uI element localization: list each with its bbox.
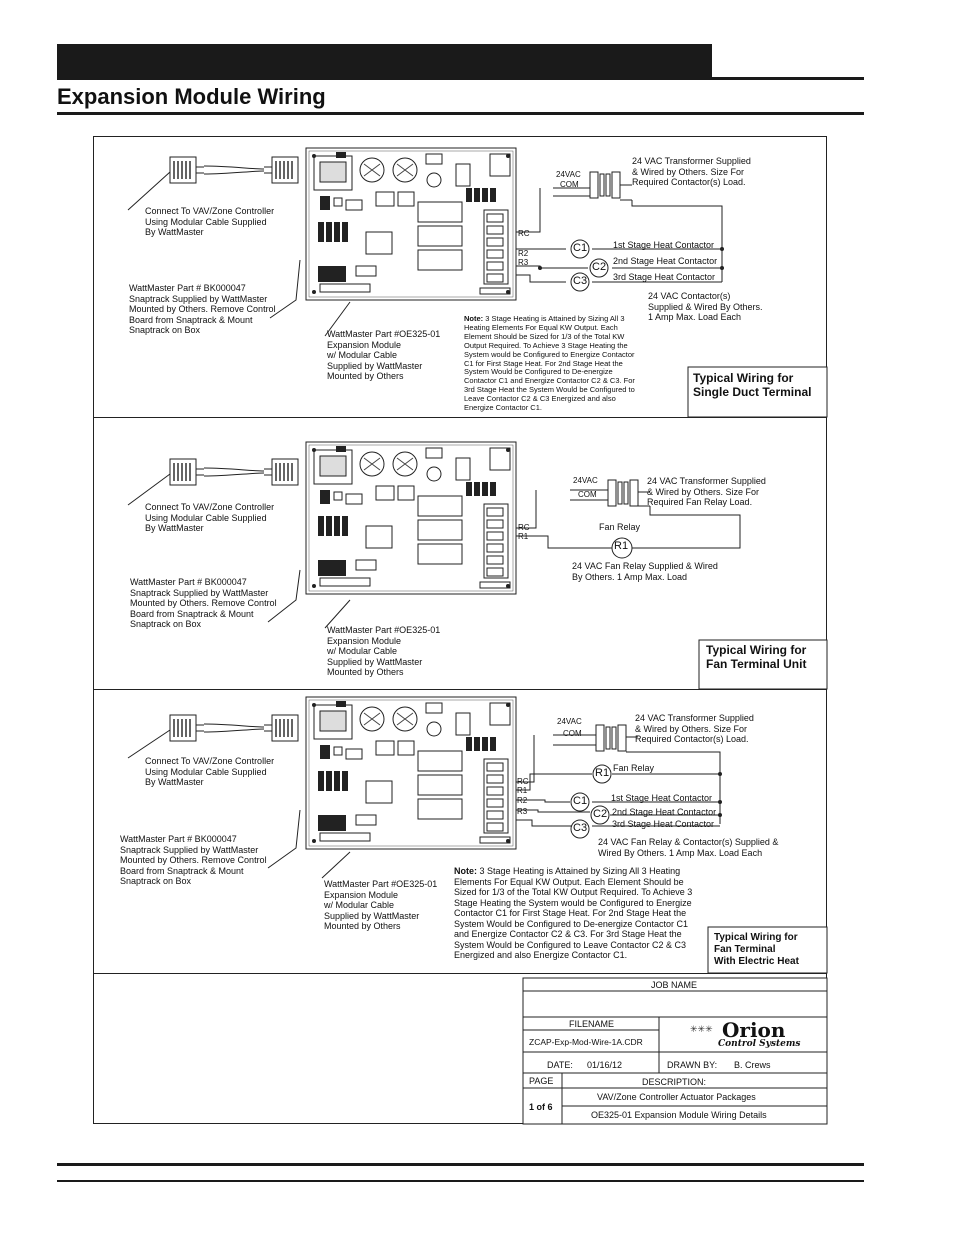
module-label: WattMaster Part #OE325-01 Expansion Module w/ Modular Cable Supplied by WattMaster Mounted by Others (327, 329, 441, 381)
orion-logo: Orion (722, 1018, 786, 1042)
terminal-rc: RC (517, 777, 529, 786)
note-body: 3 Stage Heating is Attained by Sizing All 3 Heating Elements For Equal KW Output. Each Element Should be Sized for 1/3 of the Total KW Output Required. To Achieve 3 Stage Heating the System would be Configured to Energize Contactor C1 for First Stage Heat. For 2nd Stage Heat the System Would be Configured to De-energize Contactor C1 and Energize Contactor C2 & C3. For 3rd Stage Heat the System Would be Configured to Leave Contactor C2 & C3 Energized and also Energize Contactor C1. (454, 866, 693, 960)
footer-rule (57, 1163, 864, 1166)
terminal-r1: R1 (518, 532, 529, 541)
description-label: DESCRIPTION: (642, 1077, 707, 1087)
filename-value: ZCAP-Exp-Mod-Wire-1A.CDR (529, 1037, 643, 1047)
terminal-r2: R2 (517, 796, 528, 805)
typical-wiring-title: Typical Wiring for Fan Terminal With Electric Heat (714, 932, 799, 967)
terminal-r1: R1 (517, 786, 528, 795)
terminal-r3: R3 (518, 258, 529, 267)
vac-label: 24VAC (557, 717, 582, 726)
staging-note (464, 315, 635, 413)
contactor-label-1: 1st Stage Heat Contactor (613, 240, 715, 250)
vac-label: 24VAC (573, 476, 598, 485)
contactor-tag-c1: C1 (573, 795, 588, 807)
relay-note: 24 VAC Fan Relay Supplied & Wired By Others. 1 Amp Max. Load (572, 561, 718, 582)
filename-label: FILENAME (569, 1019, 615, 1029)
contactor-note: 24 VAC Contactor(s) Supplied & Wired By Others. 1 Amp Max. Load Each (648, 291, 763, 322)
contactor-tag-c2: C2 (593, 808, 608, 820)
module-label: WattMaster Part #OE325-01 Expansion Module w/ Modular Cable Supplied by WattMaster Mounted by Others (327, 625, 441, 677)
footer-rule (57, 1180, 864, 1182)
contactor-label-3: 3rd Stage Heat Contactor (613, 272, 716, 282)
contactor-tag-c3: C3 (573, 822, 588, 834)
snaptrack-label: WattMaster Part # BK000047 Snaptrack Supplied by WattMaster Mounted by Others. Remove Control Board from Snaptrack & Mount Snaptrack on Box (120, 834, 267, 886)
date-label: DATE: (547, 1060, 573, 1070)
orion-logo-subtitle: Control Systems (718, 1039, 801, 1049)
description-line-2: OE325-01 Expansion Module Wiring Details (591, 1110, 767, 1120)
terminal-r2: R2 (518, 249, 529, 258)
connect-label: Connect To VAV/Zone Controller Using Modular Cable Supplied By WattMaster (145, 756, 275, 787)
connect-label: Connect To VAV/Zone Controller Using Modular Cable Supplied By WattMaster (145, 206, 275, 237)
contactor-tag-c1: C1 (573, 242, 588, 254)
contactor-label-2: 2nd Stage Heat Contactor (613, 256, 718, 266)
job-name-label: JOB NAME (651, 980, 698, 990)
snaptrack-label: WattMaster Part # BK000047 Snaptrack Supplied by WattMaster Mounted by Others. Remove Control Board from Snaptrack & Mount Snaptrack on Box (129, 283, 276, 335)
page-label: PAGE (529, 1076, 554, 1086)
transformer-note: 24 VAC Transformer Supplied & Wired by Others. Size For Required Contactor(s) Load. (632, 156, 751, 187)
page-title: Expansion Module Wiring (57, 84, 326, 109)
relay-label: Fan Relay (599, 522, 641, 532)
logo-stars-icon: ✳✳✳ (690, 1024, 713, 1034)
relay-tag-r1: R1 (595, 767, 610, 779)
drawn-by-label: DRAWN BY: (667, 1060, 718, 1070)
note-head: Note: (464, 314, 484, 323)
transformer-note: 24 VAC Transformer Supplied & Wired by Others. Size For Required Fan Relay Load. (647, 476, 766, 507)
terminal-rc: RC (518, 229, 530, 238)
note-head: Note: (454, 866, 477, 876)
connect-label: Connect To VAV/Zone Controller Using Modular Cable Supplied By WattMaster (145, 502, 275, 533)
typical-wiring-title: Typical Wiring for Fan Terminal Unit (706, 643, 807, 671)
typical-wiring-title: Typical Wiring for Single Duct Terminal (693, 371, 812, 399)
date-value: 01/16/12 (587, 1060, 623, 1070)
contactor-tag-c2: C2 (592, 261, 607, 273)
relay-note: 24 VAC Fan Relay & Contactor(s) Supplied & Wired By Others. 1 Amp Max. Load Each (598, 837, 779, 858)
module-label: WattMaster Part #OE325-01 Expansion Module w/ Modular Cable Supplied by WattMaster Mounted by Others (324, 879, 438, 931)
relay-tag-r1: R1 (614, 540, 629, 552)
note-body: 3 Stage Heating is Attained by Sizing All 3 Heating Elements For Equal KW Output. Each Element Should be Sized for 1/3 of the Total KW Output Required. To Achieve 3 Stage Heating the System would be Configured to Energize Contactor C1 for First Stage Heat. For 2nd Stage Heat the System Would be Configured to De-energize Contactor C1 and Energize Contactor C2 & C3. For 3rd Stage Heat the System Would be Configured to Leave Contactor C2 & C3 Energized and also Energize Contactor C1. (464, 314, 635, 413)
page-number: 1 of 6 (529, 1102, 553, 1112)
contactor-tag-c3: C3 (573, 275, 588, 287)
com-label: COM (578, 490, 597, 499)
contactor-label-1: 1st Stage Heat Contactor (611, 793, 713, 803)
staging-note (454, 866, 692, 961)
transformer-note: 24 VAC Transformer Supplied & Wired by Others. Size For Required Contactor(s) Load. (635, 713, 754, 744)
com-label: COM (563, 729, 582, 738)
relay-label: Fan Relay (613, 763, 655, 773)
snaptrack-label: WattMaster Part # BK000047 Snaptrack Supplied by WattMaster Mounted by Others. Remove Control Board from Snaptrack & Mount Snaptrack on Box (130, 577, 277, 629)
description-line-1: VAV/Zone Controller Actuator Packages (597, 1092, 756, 1102)
terminal-rc: RC (518, 523, 530, 532)
contactor-label-2: 2nd Stage Heat Contactor (612, 807, 717, 817)
contactor-label-3: 3rd Stage Heat Contactor (612, 819, 715, 829)
terminal-r3: R3 (517, 807, 528, 816)
vac-label: 24VAC (556, 170, 581, 179)
com-label: COM (560, 180, 579, 189)
drawn-by-value: B. Crews (734, 1060, 771, 1070)
